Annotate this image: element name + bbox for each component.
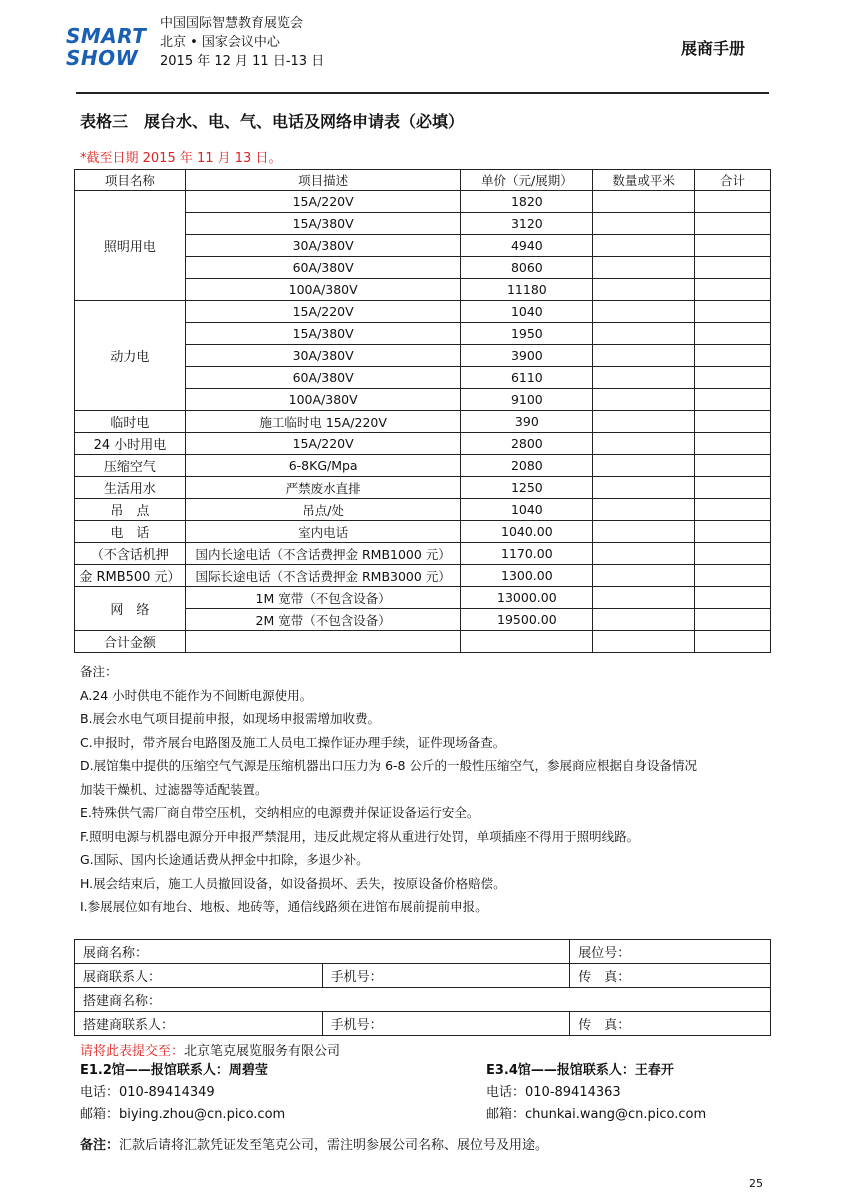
description-cell — [185, 631, 461, 653]
description-cell: 60A/380V — [185, 367, 461, 389]
total-cell[interactable] — [695, 301, 771, 323]
col-description: 项目描述 — [185, 170, 461, 191]
header-info — [160, 14, 324, 71]
quantity-cell[interactable] — [593, 631, 695, 653]
remark-line — [80, 1134, 548, 1153]
unit-price-cell: 2800 — [461, 433, 593, 455]
unit-price-cell: 2080 — [461, 455, 593, 477]
quantity-cell[interactable] — [593, 455, 695, 477]
unit-price-cell: 9100 — [461, 389, 593, 411]
col-unit-price: 单价（元/展期） — [461, 170, 593, 191]
fee-row — [75, 433, 771, 455]
fee-table — [74, 169, 771, 653]
notes-heading: 备注： — [80, 664, 118, 679]
quantity-cell[interactable] — [593, 235, 695, 257]
total-cell[interactable] — [695, 433, 771, 455]
fee-row — [75, 301, 771, 323]
contact-e34 — [486, 1060, 706, 1126]
description-cell: 1M 宽带（不包含设备） — [185, 587, 461, 609]
contact-phone: 电话：010-89414349 — [80, 1085, 215, 1100]
item-name-cell: 吊 点 — [75, 499, 186, 521]
contact-email[interactable]: 邮箱：biying.zhou@cn.pico.com — [80, 1107, 286, 1122]
note-item: 加装干燥机、过滤器等适配装置。 — [80, 781, 268, 797]
submit-company: 北京笔克展览服务有限公司 — [184, 1044, 341, 1059]
unit-price-cell: 6110 — [461, 367, 593, 389]
contact-email[interactable]: 邮箱：chunkai.wang@cn.pico.com — [486, 1107, 707, 1122]
description-cell: 100A/380V — [185, 279, 461, 301]
smart-show-logo — [66, 26, 148, 74]
item-name-cell: 压缩空气 — [75, 455, 186, 477]
contact-e12 — [80, 1060, 285, 1126]
contact-phone: 电话：010-89414363 — [486, 1085, 621, 1100]
unit-price-cell: 1040.00 — [461, 521, 593, 543]
builder-mobile-field[interactable]: 手机号： — [322, 1012, 570, 1036]
fee-table-header — [75, 170, 771, 191]
quantity-cell[interactable] — [593, 477, 695, 499]
logo-line2: SHOW — [66, 46, 139, 70]
quantity-cell[interactable] — [593, 521, 695, 543]
description-cell: 施工临时电 15A/220V — [185, 411, 461, 433]
total-cell[interactable] — [695, 345, 771, 367]
description-cell: 30A/380V — [185, 235, 461, 257]
unit-price-cell: 4940 — [461, 235, 593, 257]
builder-fax-field[interactable]: 传 真： — [570, 1012, 771, 1036]
total-cell[interactable] — [695, 191, 771, 213]
item-name-cell: 电 话 — [75, 521, 186, 543]
total-cell[interactable] — [695, 499, 771, 521]
note-item: D.展馆集中提供的压缩空气气源是压缩机器出口压力为 6-8 公斤的一般性压缩空气，参展商应根据自身设备情况 — [80, 758, 697, 773]
quantity-cell[interactable] — [593, 499, 695, 521]
exhibitor-info-table — [74, 939, 771, 1036]
total-cell[interactable] — [695, 235, 771, 257]
unit-price-cell: 390 — [461, 411, 593, 433]
quantity-cell[interactable] — [593, 257, 695, 279]
item-name-cell: 网 络 — [75, 587, 186, 631]
total-cell[interactable] — [695, 279, 771, 301]
item-name-cell: （不含话机押 — [75, 543, 186, 565]
description-cell: 15A/220V — [185, 433, 461, 455]
unit-price-cell: 1950 — [461, 323, 593, 345]
page-number: 25 — [749, 1177, 763, 1190]
description-cell: 100A/380V — [185, 389, 461, 411]
description-cell: 15A/380V — [185, 213, 461, 235]
fee-row — [75, 543, 771, 565]
fee-row — [75, 477, 771, 499]
quantity-cell[interactable] — [593, 367, 695, 389]
quantity-cell[interactable] — [593, 191, 695, 213]
unit-price-cell: 13000.00 — [461, 587, 593, 609]
note-item: C.申报时，带齐展台电路图及施工人员电工操作证办理手续，证件现场备查。 — [80, 734, 506, 750]
quantity-cell[interactable] — [593, 279, 695, 301]
description-cell: 15A/380V — [185, 323, 461, 345]
description-cell: 吊点/处 — [185, 499, 461, 521]
total-cell[interactable] — [695, 389, 771, 411]
total-cell[interactable] — [695, 587, 771, 609]
note-item: A.24 小时供电不能作为不间断电源使用。 — [80, 687, 313, 703]
submit-label: 请将此表提交至： — [80, 1044, 185, 1059]
remark-label: 备注： — [80, 1138, 120, 1153]
unit-price-cell: 3120 — [461, 213, 593, 235]
total-cell[interactable] — [695, 477, 771, 499]
total-cell[interactable] — [695, 323, 771, 345]
col-item-name: 项目名称 — [75, 170, 186, 191]
unit-price-cell: 3900 — [461, 345, 593, 367]
unit-price-cell: 1250 — [461, 477, 593, 499]
description-cell: 6-8KG/Mpa — [185, 455, 461, 477]
total-cell[interactable] — [695, 455, 771, 477]
total-cell[interactable] — [695, 257, 771, 279]
total-cell[interactable] — [695, 631, 771, 653]
total-cell[interactable] — [695, 213, 771, 235]
note-item: B.展会水电气项目提前申报，如现场申报需增加收费。 — [80, 711, 381, 726]
fee-row — [75, 455, 771, 477]
expo-dates: 2015 年 12 月 11 日-13 日 — [160, 54, 325, 69]
description-cell: 60A/380V — [185, 257, 461, 279]
item-name-cell: 合计金额 — [75, 631, 186, 653]
description-cell: 严禁废水直排 — [185, 477, 461, 499]
quantity-cell[interactable] — [593, 389, 695, 411]
note-item: F.照明电源与机器电源分开申报严禁混用，违反此规定将从重进行处罚，单项插座不得用于照明线路。 — [80, 828, 640, 844]
quantity-cell[interactable] — [593, 345, 695, 367]
description-cell: 国内长途电话（不含话费押金 RMB1000 元） — [185, 543, 461, 565]
fee-row — [75, 499, 771, 521]
quantity-cell[interactable] — [593, 587, 695, 609]
total-cell[interactable] — [695, 411, 771, 433]
item-name-cell: 动力电 — [75, 301, 186, 411]
note-item: I.参展展位如有地台、地板、地砖等，通信线路须在进馆布展前提前申报。 — [80, 899, 488, 914]
exhibitor-mobile-field[interactable]: 手机号： — [322, 964, 570, 988]
booth-number-field[interactable]: 展位号： — [570, 940, 771, 964]
item-name-cell: 生活用水 — [75, 477, 186, 499]
item-name-cell: 临时电 — [75, 411, 186, 433]
quantity-cell[interactable] — [593, 323, 695, 345]
total-cell[interactable] — [695, 565, 771, 587]
unit-price-cell: 8060 — [461, 257, 593, 279]
notes-section — [80, 660, 780, 919]
unit-price-cell: 1820 — [461, 191, 593, 213]
fee-row — [75, 587, 771, 609]
total-cell[interactable] — [695, 521, 771, 543]
exhibitor-fax-field[interactable]: 传 真： — [570, 964, 771, 988]
description-cell: 国际长途电话（不含话费押金 RMB3000 元） — [185, 565, 461, 587]
col-total: 合计 — [695, 170, 771, 191]
description-cell: 30A/380V — [185, 345, 461, 367]
note-item: E.特殊供气需厂商自带空压机，交纳相应的电源费并保证设备运行安全。 — [80, 805, 480, 820]
fee-row — [75, 521, 771, 543]
expo-name: 中国国际智慧教育展览会 — [160, 16, 304, 31]
unit-price-cell: 1040 — [461, 499, 593, 521]
fee-row — [75, 191, 771, 213]
unit-price-cell — [461, 631, 593, 653]
quantity-cell[interactable] — [593, 609, 695, 631]
unit-price-cell: 19500.00 — [461, 609, 593, 631]
description-cell: 室内电话 — [185, 521, 461, 543]
quantity-cell[interactable] — [593, 565, 695, 587]
manual-label: 展商手册 — [680, 39, 745, 58]
item-name-cell: 照明用电 — [75, 191, 186, 301]
remark-text: 汇款后请将汇款凭证发至笔克公司，需注明参展公司名称、展位号及用途。 — [119, 1138, 549, 1153]
note-item: G.国际、国内长途通话费从押金中扣除，多退少补。 — [80, 852, 369, 867]
form-title: 表格三 展台水、电、气、电话及网络申请表（必填） — [80, 112, 465, 131]
expo-venue: 北京 • 国家会议中心 — [160, 35, 280, 50]
total-cell[interactable] — [695, 543, 771, 565]
submit-line — [80, 1040, 340, 1059]
contact-title: E3.4馆——报馆联系人：王春开 — [486, 1063, 674, 1078]
contact-title: E1.2馆——报馆联系人：周碧莹 — [80, 1063, 268, 1078]
builder-name-field[interactable]: 搭建商名称： — [75, 988, 771, 1012]
unit-price-cell: 1300.00 — [461, 565, 593, 587]
item-name-cell: 24 小时用电 — [75, 433, 186, 455]
description-cell: 2M 宽带（不包含设备） — [185, 609, 461, 631]
logo-line1: SMART — [66, 24, 147, 48]
fee-table-body — [75, 191, 771, 653]
total-cell[interactable] — [695, 609, 771, 631]
fee-row — [75, 565, 771, 587]
total-cell[interactable] — [695, 367, 771, 389]
fee-row — [75, 631, 771, 653]
unit-price-cell: 11180 — [461, 279, 593, 301]
unit-price-cell: 1040 — [461, 301, 593, 323]
item-name-cell: 金 RMB500 元） — [75, 565, 186, 587]
header-rule — [76, 92, 769, 94]
deadline-note: *截至日期 2015 年 11 月 13 日。 — [80, 151, 282, 166]
builder-contact-field[interactable]: 搭建商联系人： — [75, 1012, 323, 1036]
unit-price-cell: 1170.00 — [461, 543, 593, 565]
note-item: H.展会结束后，施工人员撤回设备，如设备损坏、丢失，按原设备价格赔偿。 — [80, 875, 506, 891]
exhibitor-contact-field[interactable]: 展商联系人： — [75, 964, 323, 988]
fee-row — [75, 411, 771, 433]
col-quantity: 数量或平米 — [593, 170, 695, 191]
quantity-cell[interactable] — [593, 433, 695, 455]
quantity-cell[interactable] — [593, 213, 695, 235]
quantity-cell[interactable] — [593, 301, 695, 323]
quantity-cell[interactable] — [593, 543, 695, 565]
quantity-cell[interactable] — [593, 411, 695, 433]
description-cell: 15A/220V — [185, 191, 461, 213]
exhibitor-name-field[interactable]: 展商名称： — [75, 940, 570, 964]
description-cell: 15A/220V — [185, 301, 461, 323]
